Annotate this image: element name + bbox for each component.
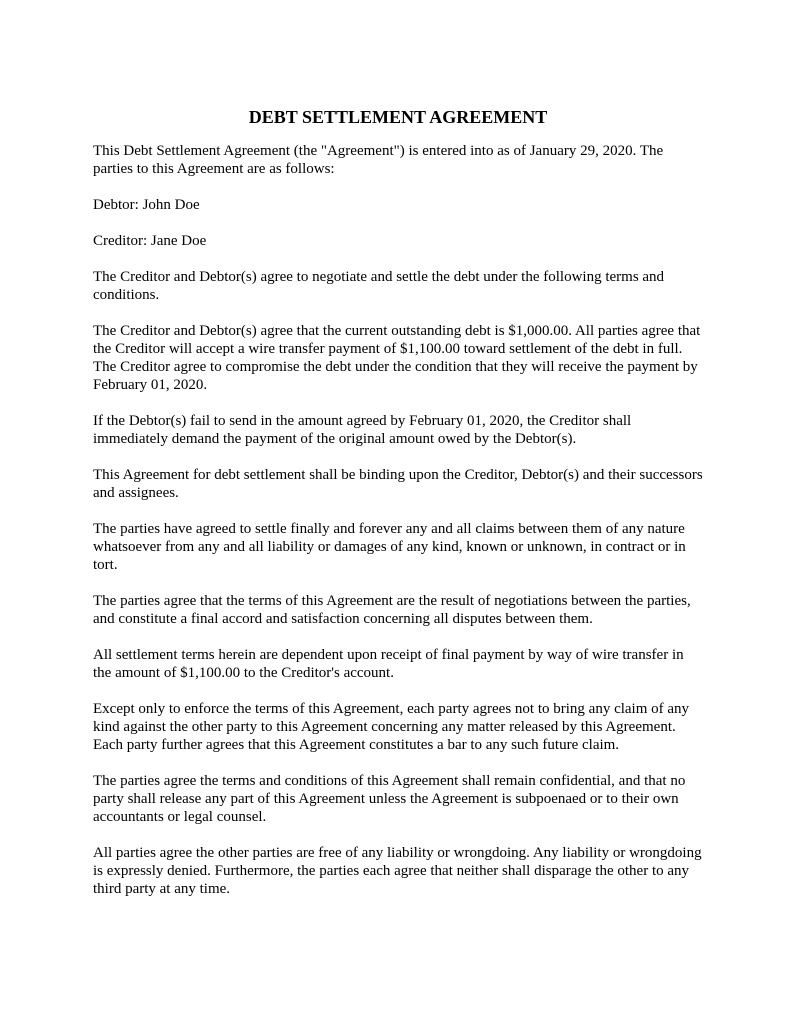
paragraph-no-claims: Except only to enforce the terms of this Agreement, each party agrees not to bring any claim of any kind against the other party to this Agreement concerning any matter released by this Agreement. Each party further agrees that this Agreement constitutes a bar to any such future claim. [93,701,690,753]
paragraph-intro: This Debt Settlement Agreement (the "Agreement") is entered into as of January 29, 2020. The parties to this Agreement are as follows: [93,143,664,177]
paragraph-final-accord: The parties agree that the terms of this Agreement are the result of negotiations between the parties, and constitute a final accord and satisfaction concerning all disputes between them. [93,593,691,627]
paragraph-terms-intro: The Creditor and Debtor(s) agree to negotiate and settle the debt under the following terms and conditions. [93,269,665,303]
document-title: DEBT SETTLEMENT AGREEMENT [248,107,548,127]
document-page [93,106,703,916]
paragraph-creditor: Creditor: Jane Doe [93,233,207,249]
paragraph-final-payment: All settlement terms herein are dependent upon receipt of final payment by way of wire transfer in the amount of $1,100.00 to the Creditor's account. [93,647,684,681]
paragraph-outstanding-debt: The Creditor and Debtor(s) agree that the current outstanding debt is $1,000.00. All parties agree that the Creditor will accept a wire transfer payment of $1,100.00 toward settlement of the debt in full. The Creditor agree to compromise the debt under the condition that they will receive the payment by February 01, 2020. [93,323,701,393]
paragraph-settle-claims: The parties have agreed to settle finally and forever any and all claims between them of any nature whatsoever from any and all liability or damages of any kind, known or unknown, in contract or in tort. [93,521,686,573]
paragraph-binding: This Agreement for debt settlement shall be binding upon the Creditor, Debtor(s) and their successors and assignees. [93,467,703,501]
paragraph-no-liability: All parties agree the other parties are free of any liability or wrongdoing. Any liability or wrongdoing is expressly denied. Furthermore, the parties each agree that neither shall disparage the other to any third party at any time. [93,845,702,897]
paragraph-debtor: Debtor: John Doe [93,197,200,213]
paragraph-confidentiality: The parties agree the terms and conditions of this Agreement shall remain confidential, and that no party shall release any part of this Agreement unless the Agreement is subpoenaed or to their own accountants or legal counsel. [93,773,686,825]
paragraph-failure-to-pay: If the Debtor(s) fail to send in the amount agreed by February 01, 2020, the Creditor shall immediately demand the payment of the original amount owed by the Debtor(s). [93,413,632,447]
